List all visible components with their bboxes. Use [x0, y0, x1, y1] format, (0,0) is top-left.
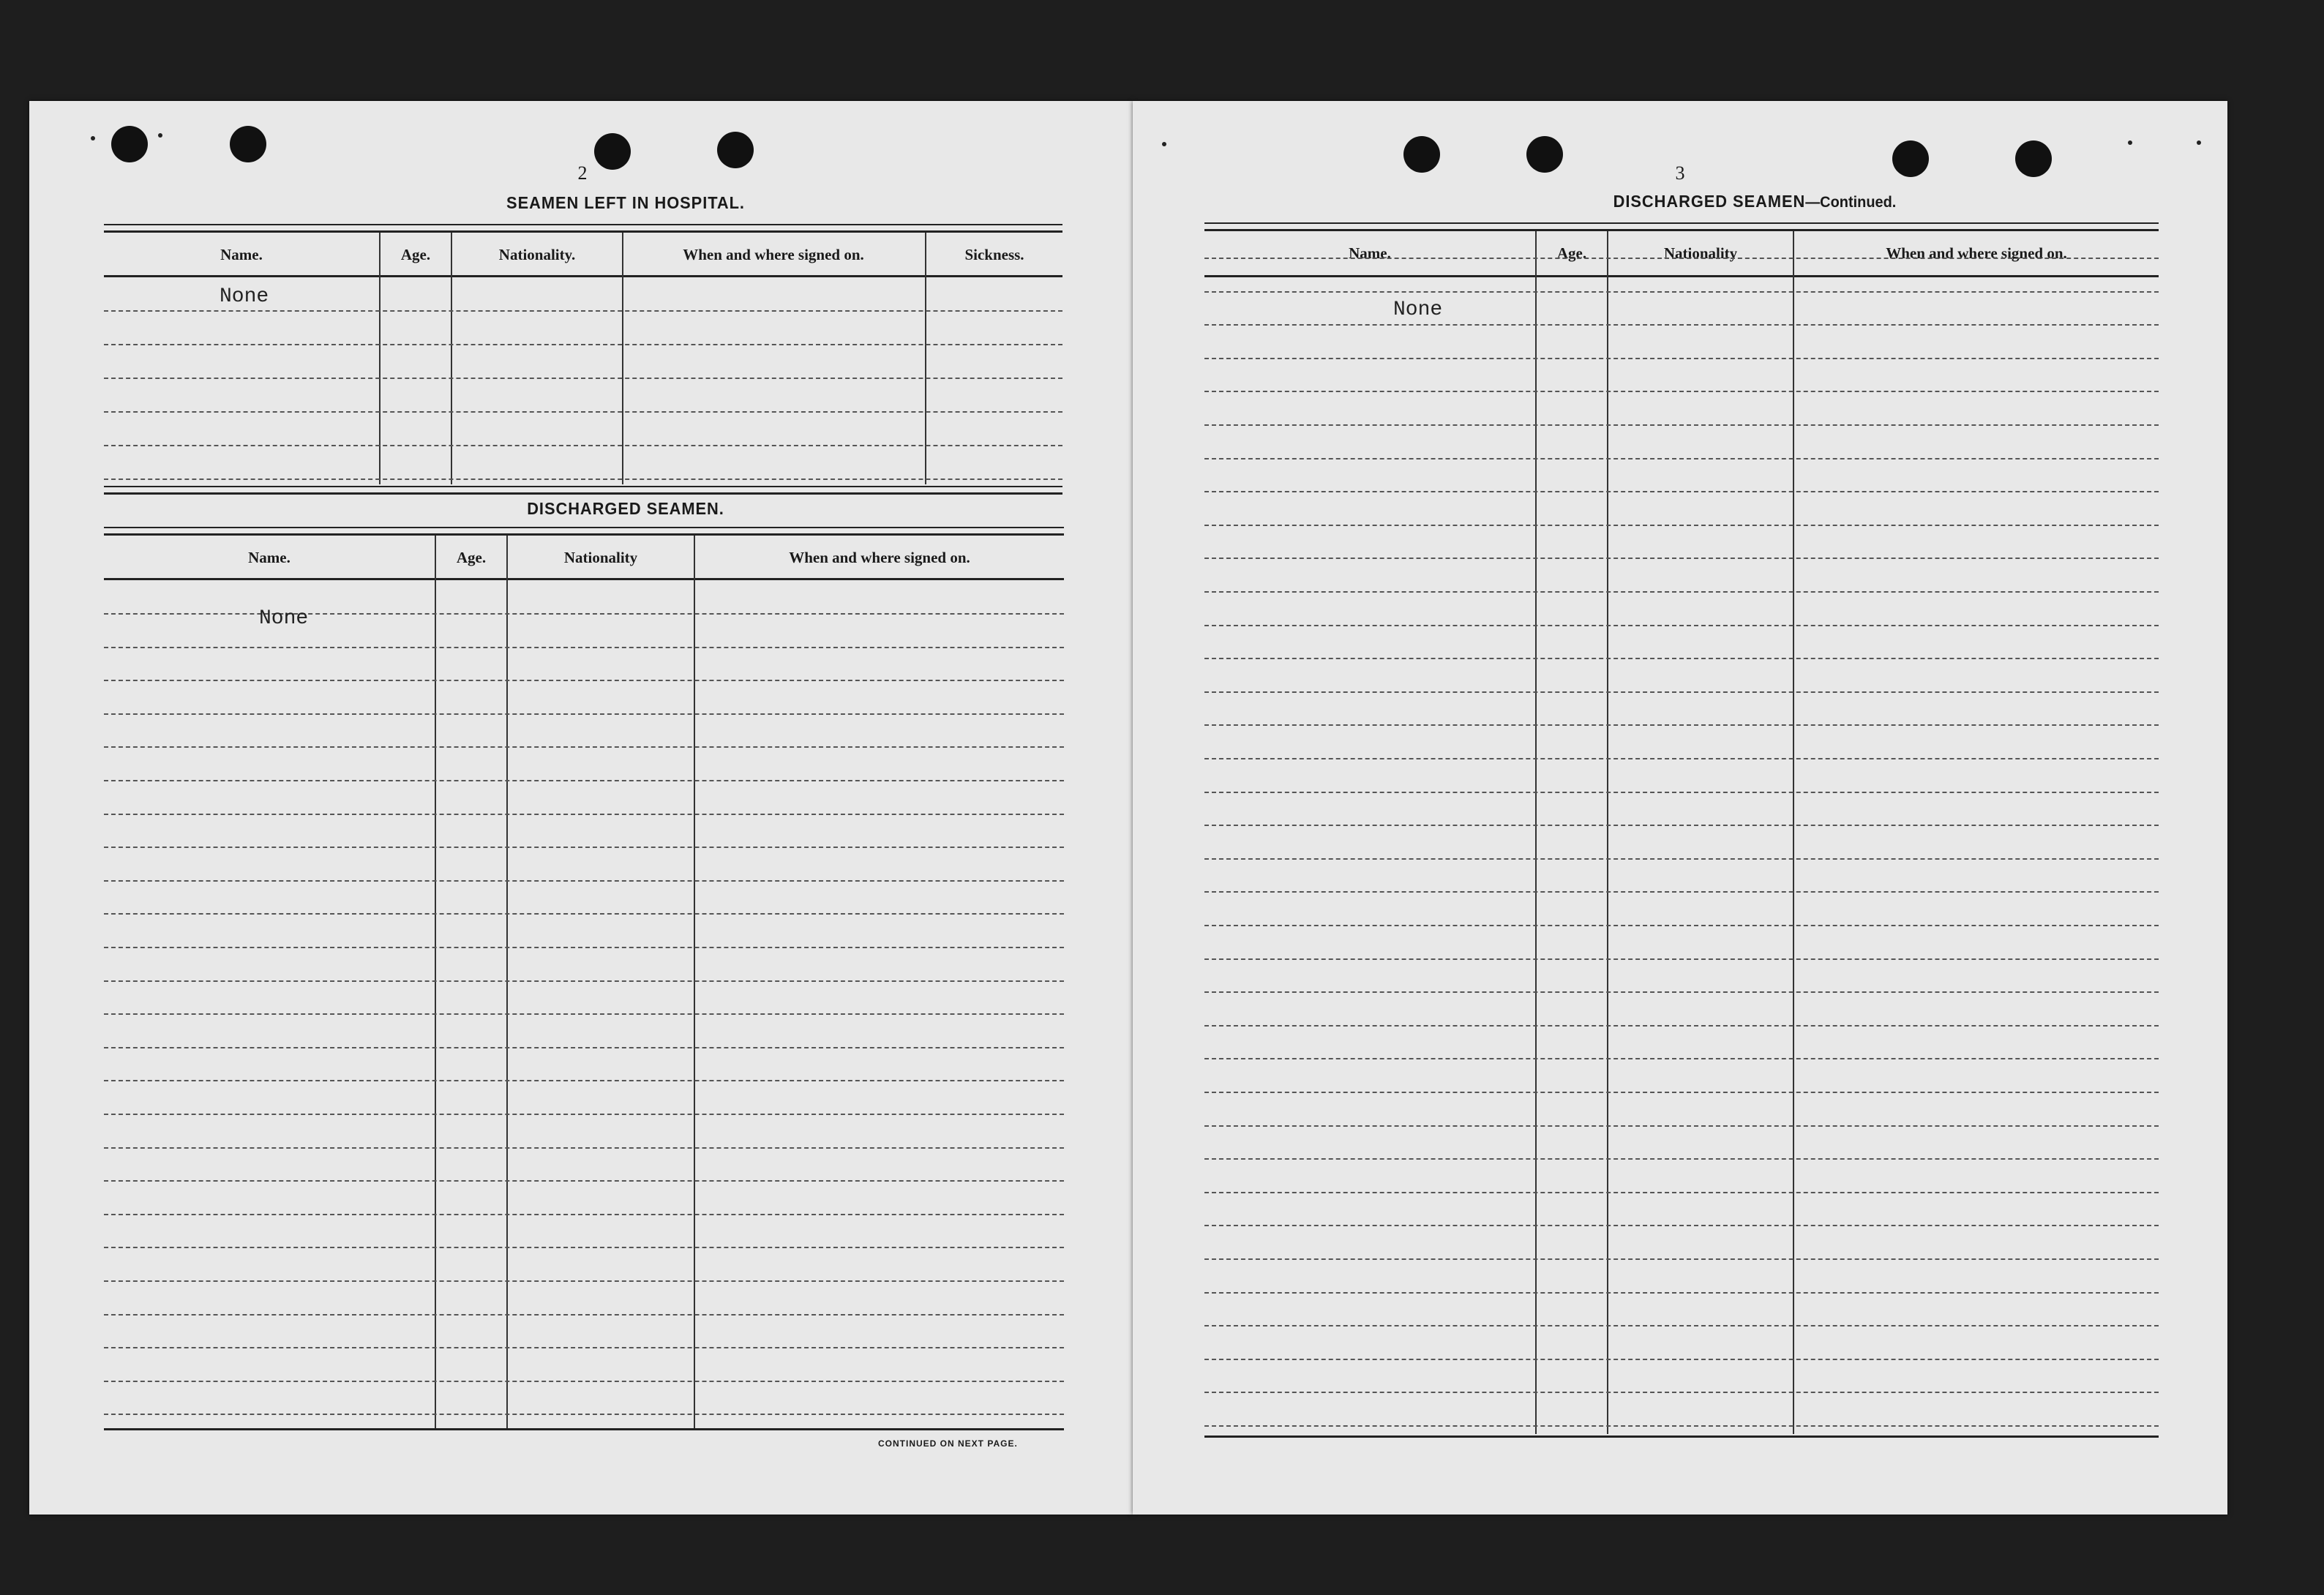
column-divider [694, 536, 695, 1428]
section-title-suffix: —Continued. [1805, 194, 1897, 211]
header-rule [1204, 275, 2159, 277]
table-row [104, 880, 1064, 882]
punch-hole [2015, 140, 2052, 177]
discharged-table [104, 527, 1064, 1437]
table-row [104, 411, 1062, 413]
table-row [1204, 1158, 2159, 1160]
col-header-signed-on: When and where signed on. [683, 246, 864, 263]
discharged-continued-table [1204, 222, 2159, 1440]
table-row [1204, 825, 2159, 826]
table-row [104, 344, 1062, 345]
discharged-entry: None [259, 607, 309, 630]
column-divider [379, 233, 381, 484]
column-divider [435, 536, 436, 1428]
table-row [1204, 958, 2159, 960]
table-row [1204, 291, 2159, 293]
section-title-hospital: SEAMEN LEFT IN HOSPITAL. [506, 193, 745, 212]
table-row [104, 713, 1064, 715]
table-row [1204, 1258, 2159, 1260]
table-row [104, 980, 1064, 982]
table-row [1204, 792, 2159, 793]
table-row [1204, 925, 2159, 926]
table-row [1204, 358, 2159, 359]
table-row [104, 1414, 1064, 1415]
table-row [1204, 324, 2159, 326]
table-row [1204, 1225, 2159, 1226]
table-row [1204, 1425, 2159, 1427]
table-row [1204, 1125, 2159, 1127]
table-row [104, 378, 1062, 379]
table-row [1204, 658, 2159, 659]
col-header-name: Name. [248, 549, 290, 566]
table-row [104, 1080, 1064, 1081]
table-row [104, 1314, 1064, 1316]
table-row [1204, 758, 2159, 759]
col-header-age: Age. [456, 549, 487, 566]
table-row [1204, 724, 2159, 726]
table-row [1204, 424, 2159, 426]
col-header-signed-on: When and where signed on. [789, 549, 970, 566]
header-rule [104, 275, 1062, 277]
table-row [1204, 891, 2159, 893]
left-page [29, 101, 1133, 1515]
table-row [104, 913, 1064, 915]
column-divider [451, 233, 452, 484]
punch-hole [230, 126, 266, 162]
table-row [1204, 391, 2159, 392]
table-row [1204, 591, 2159, 593]
speck [158, 133, 162, 138]
right-page [1133, 101, 2227, 1515]
table-row [104, 1214, 1064, 1215]
table-row [104, 1280, 1064, 1282]
table-row [1204, 1359, 2159, 1360]
table-row [104, 613, 1064, 615]
table-row [104, 1013, 1064, 1015]
col-header-nationality: Nationality [563, 549, 638, 566]
table-row [1204, 525, 2159, 526]
table-row [1204, 858, 2159, 860]
punch-hole [1403, 136, 1440, 173]
table-row [1204, 1192, 2159, 1193]
continued-note: CONTINUED ON NEXT PAGE. [878, 1438, 1018, 1449]
punch-hole [717, 132, 754, 168]
table-bottom-rule [104, 486, 1062, 495]
table-row [1204, 1025, 2159, 1027]
table-top-rule [104, 224, 1062, 233]
column-divider [1607, 231, 1608, 1434]
table-row [104, 780, 1064, 781]
section-title-main: DISCHARGED SEAMEN [1613, 192, 1806, 211]
section-title-discharged-continued [1498, 192, 2012, 211]
col-header-name: Name. [1349, 244, 1391, 262]
column-divider [1535, 231, 1537, 1434]
table-row [104, 847, 1064, 848]
table-row [1204, 991, 2159, 993]
table-row [104, 478, 1062, 480]
table-row [1204, 491, 2159, 492]
col-header-age: Age. [1556, 244, 1587, 262]
col-header-sickness: Sickness. [964, 246, 1024, 263]
table-row [104, 1381, 1064, 1382]
table-top-rule [104, 527, 1064, 536]
table-row [1204, 691, 2159, 693]
table-row [1204, 558, 2159, 559]
col-header-signed-on: When and where signed on. [1886, 244, 2067, 262]
punch-hole [111, 126, 148, 162]
table-row [104, 1180, 1064, 1182]
col-header-age: Age. [400, 246, 431, 263]
column-divider [622, 233, 623, 484]
table-row [104, 1047, 1064, 1048]
table-row [104, 445, 1062, 446]
table-row [104, 647, 1064, 648]
speck [91, 136, 95, 140]
section-title-discharged: DISCHARGED SEAMEN. [527, 499, 724, 518]
header-rule [104, 578, 1064, 580]
page-number: 2 [577, 162, 588, 184]
table-row [104, 680, 1064, 681]
col-header-nationality: Nationality. [498, 246, 576, 263]
table-row [104, 1114, 1064, 1115]
col-header-nationality: Nationality [1663, 244, 1738, 262]
column-divider [506, 536, 508, 1428]
table-bottom-rule [1204, 1436, 2159, 1438]
column-divider [1793, 231, 1794, 1434]
table-row [104, 1247, 1064, 1248]
discharged-continued-entry: None [1393, 299, 1443, 321]
table-row [104, 947, 1064, 948]
hospital-table [104, 224, 1062, 495]
speck [2197, 140, 2201, 145]
table-row [104, 746, 1064, 748]
table-row [1204, 458, 2159, 459]
table-row [104, 1147, 1064, 1149]
speck [1162, 142, 1166, 146]
hospital-entry: None [220, 285, 269, 308]
table-top-rule [1204, 222, 2159, 231]
punch-hole [1892, 140, 1929, 177]
table-row [1204, 1092, 2159, 1093]
table-row [104, 1347, 1064, 1348]
table-row [104, 814, 1064, 815]
col-header-name: Name. [220, 246, 263, 263]
column-divider [925, 233, 926, 484]
punch-hole [1526, 136, 1563, 173]
page-number: 3 [1675, 162, 1685, 184]
table-row [1204, 625, 2159, 626]
table-row [1204, 1292, 2159, 1294]
speck [2128, 140, 2132, 145]
table-row [1204, 1325, 2159, 1326]
table-row [1204, 1058, 2159, 1059]
table-row [1204, 1392, 2159, 1393]
table-row [104, 310, 1062, 312]
table-bottom-rule [104, 1428, 1064, 1430]
table-row [1204, 258, 2159, 259]
